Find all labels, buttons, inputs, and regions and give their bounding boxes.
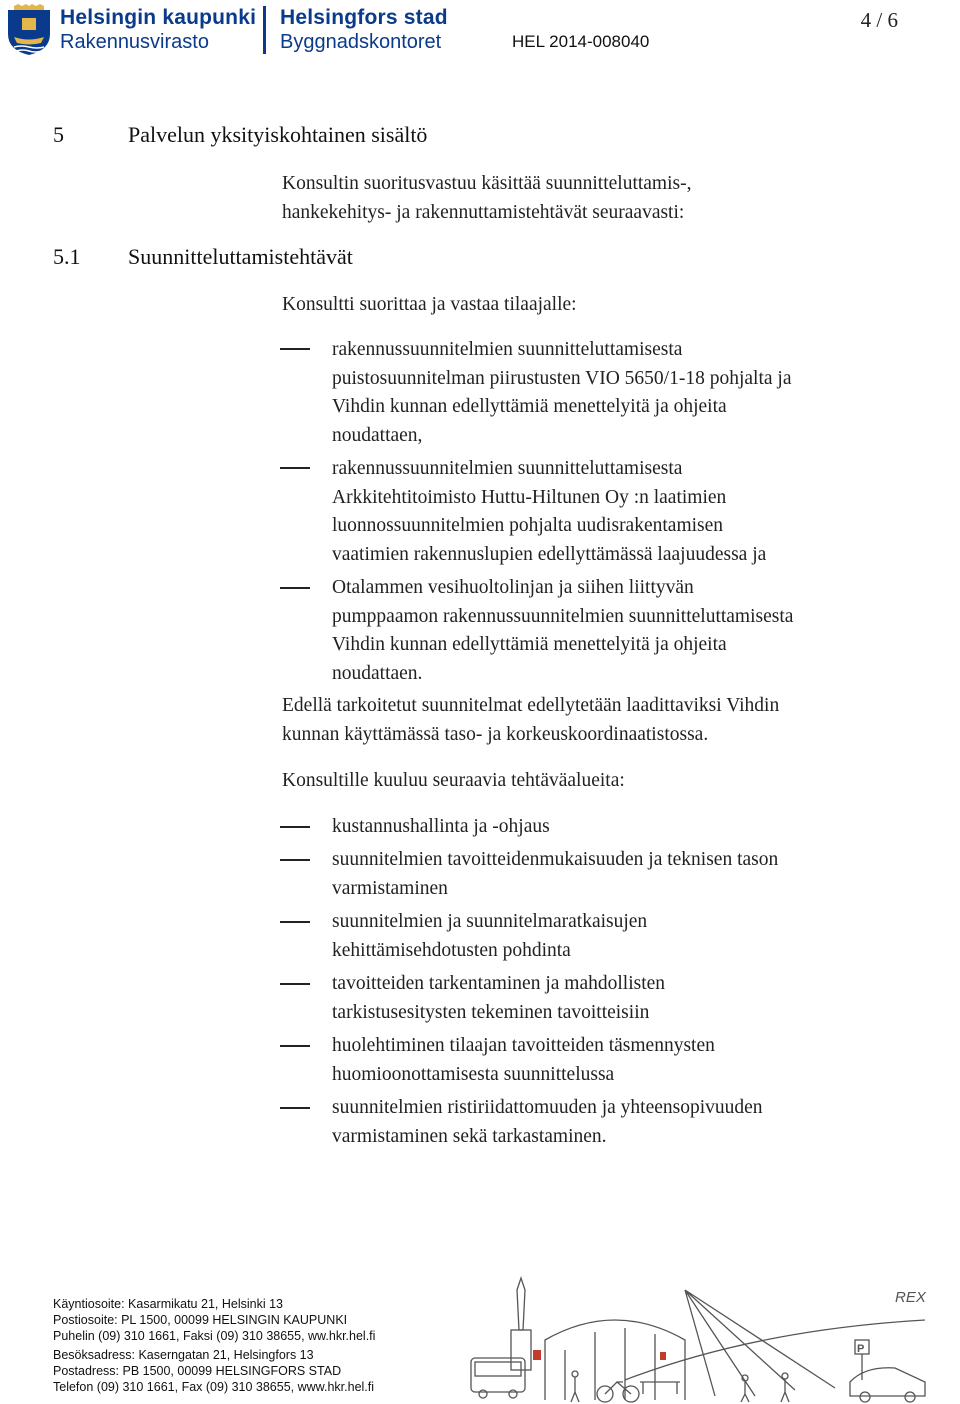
list-item-line: rakennussuunnitelmien suunnitteluttamisesta [332,339,683,360]
section-5-title: Palvelun yksityiskohtainen sisältö [128,122,428,147]
org-name-fi-line1: Helsingin kaupunki [60,6,257,29]
consultant-intro: Konsultti suorittaa ja vastaa tilaajalle: [282,294,577,315]
intro-line-2: hankekehitys- ja rakennuttamistehtävät seuraavasti: [282,202,685,223]
list-item [332,336,912,450]
footer-line: Besöksadress: Kaserngatan 21, Helsingfors 13 [53,1348,314,1362]
list-item [332,813,912,842]
dash-bullet [280,859,310,861]
footer-address-finnish [53,1296,375,1344]
org-name-swedish [280,6,448,54]
footer-line: Telefon (09) 310 1661, Fax (09) 310 38655, www.hkr.hel.fi [53,1380,375,1394]
svg-text:P: P [857,1343,865,1355]
list-item [332,574,912,688]
list-item-line: huolehtiminen tilaajan tavoitteiden täsmennysten [332,1035,715,1056]
tasks-intro: Konsultille kuuluu seuraavia tehtäväalueita: [282,770,625,791]
footer-line: Puhelin (09) 310 1661, Faksi (09) 310 38655, ww.hkr.hel.fi [53,1329,376,1343]
coordinate-paragraph-line-2: kunnan käyttämässä taso- ja korkeuskoordinaatistossa. [282,724,709,745]
list-item-line: suunnitelmien ristiriidattomuuden ja yhteensopivuuden [332,1097,763,1118]
dash-bullet [280,1045,310,1047]
dash-bullet [280,1107,310,1109]
dash-bullet [280,826,310,828]
intro-line-1: Konsultin suoritusvastuu käsittää suunnitteluttamis-, [282,173,692,194]
list-item-line: pumppaamon rakennussuunnitelmien suunnitteluttamisesta [332,605,794,627]
list-item [332,908,912,965]
page-number: 4 / 6 [860,8,898,32]
footer-address-swedish [53,1347,374,1395]
list-item-line: Arkkitehtitoimisto Huttu-Hiltunen Oy :n laatimien [332,486,727,508]
list-item [332,1032,912,1089]
city-illustration [455,1270,935,1404]
list-item-line: tarkistusesitysten tekeminen tavoitteisiin [332,1001,650,1023]
list-item-line: puistosuunnitelman piirustusten VIO 5650/1-18 pohjalta ja [332,367,792,389]
section-5-1-title: Suunnitteluttamistehtävät [128,244,353,269]
dash-bullet [280,921,310,923]
page-header [0,0,960,60]
section-5-1-number: 5.1 [53,244,81,269]
list-item-line: varmistaminen [332,877,448,899]
org-name-sv-line1: Helsingfors stad [280,6,448,29]
list-item-line: Otalammen vesihuoltolinjan ja siihen liittyvän [332,577,694,598]
list-item-line: luonnossuunnitelmien pohjalta uudisrakentamisen [332,515,724,536]
list-item-line: huomioonottamisesta suunnittelussa [332,1063,615,1085]
section-5-number: 5 [53,122,64,147]
dash-bullet [280,467,310,469]
list-item [332,970,912,1027]
helsinki-crest-icon [6,4,52,56]
coordinate-paragraph-line-1: Edellä tarkoitetut suunnitelmat edellytetään laadittaviksi Vihdin [282,695,780,716]
footer-line: Postiosoite: PL 1500, 00099 HELSINGIN KAUPUNKI [53,1313,348,1327]
org-name-sv-line2: Byggnadskontoret [280,31,442,53]
list-item-line: noudattaen, [332,424,423,446]
logo-divider [263,6,266,54]
list-item [332,846,912,903]
dash-bullet [280,587,310,589]
footer-line: Käyntiosoite: Kasarmikatu 21, Helsinki 13 [53,1297,283,1311]
org-name-finnish [60,6,256,54]
list-item-line: suunnitelmien ja suunnitelmaratkaisujen [332,911,648,932]
list-item-line: kustannushallinta ja -ohjaus [332,816,550,837]
list-item-line: Vihdin kunnan edellyttämiä menettelyitä ja ohjeita [332,634,727,655]
rex-sign: REX [895,1289,926,1306]
list-item-line: varmistaminen sekä tarkastaminen. [332,1125,607,1147]
org-name-fi-line2: Rakennusvirasto [60,31,209,53]
list-item [332,1094,912,1151]
list-item-line: Vihdin kunnan edellyttämiä menettelyitä ja ohjeita [332,396,727,417]
list-item-line: suunnitelmien tavoitteidenmukaisuuden ja teknisen tason [332,849,779,870]
footer-line: Postadress: PB 1500, 00099 HELSINGFORS STAD [53,1364,342,1378]
list-item-line: kehittämisehdotusten pohdinta [332,939,571,961]
dash-bullet [280,983,310,985]
list-item-line: vaatimien rakennuslupien edellyttämässä laajuudessa ja [332,543,767,565]
list-item-line: rakennussuunnitelmien suunnitteluttamisesta [332,458,683,479]
list-item-line: tavoitteiden tarkentaminen ja mahdollisten [332,973,666,994]
list-item-line: noudattaen. [332,662,423,684]
list-item [332,455,912,569]
dash-bullet [280,348,310,350]
document-id: HEL 2014-008040 [512,32,650,51]
